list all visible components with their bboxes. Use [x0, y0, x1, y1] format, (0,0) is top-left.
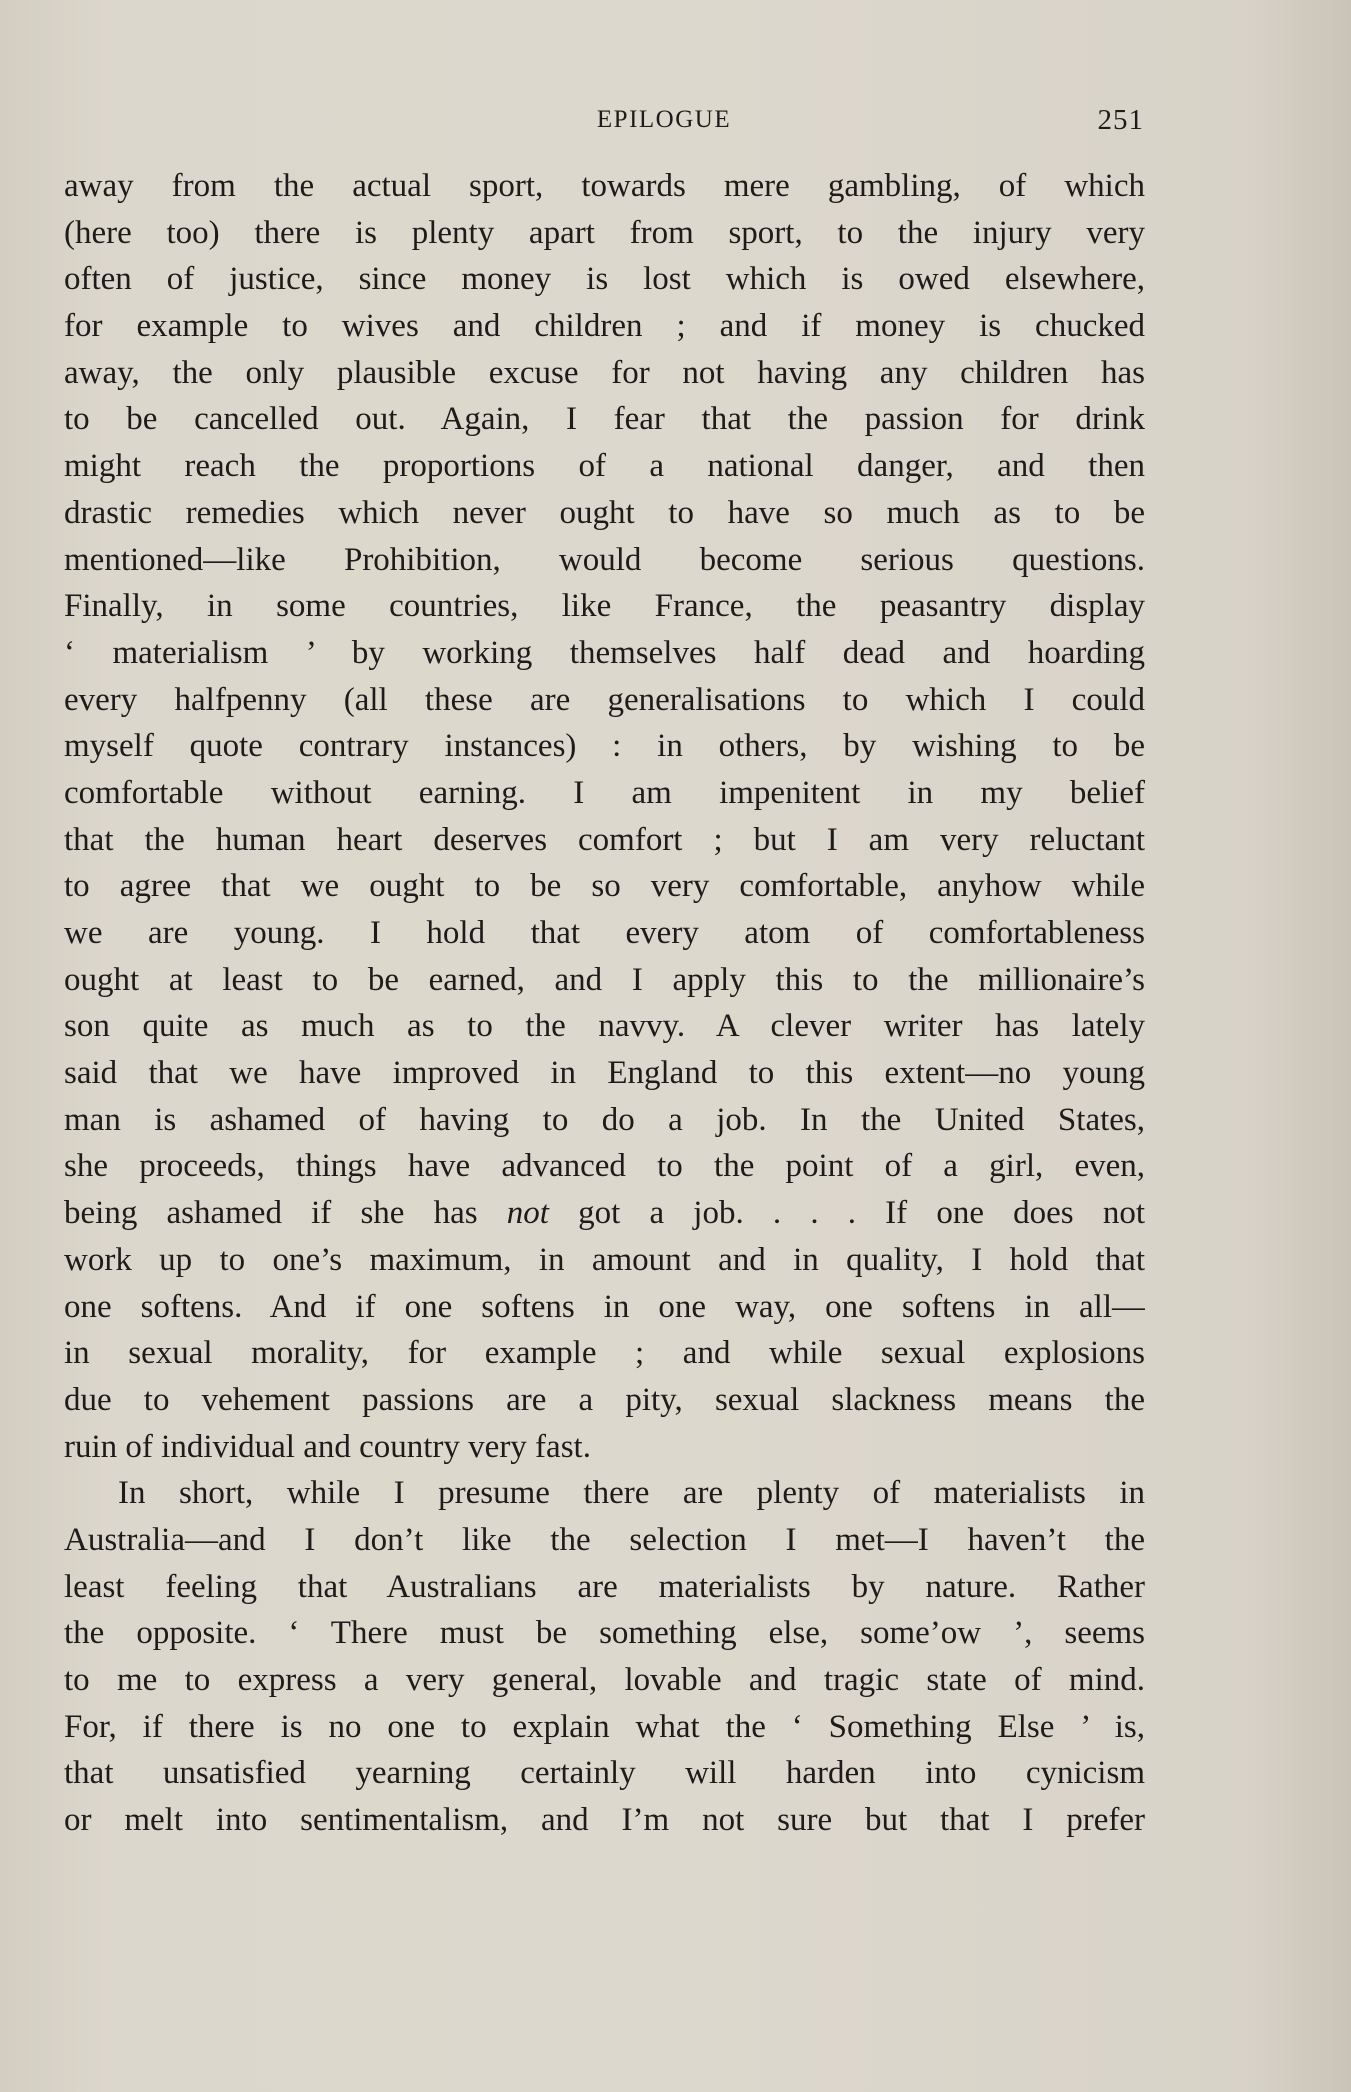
text-line: the opposite. ‘ There must be something else, some’ow ’, seems — [64, 1615, 1145, 1652]
text-line: (here too) there is plenty apart from sport, to the injury very — [64, 214, 1145, 251]
text-line: myself quote contrary instances) : in others, by wishing to be — [64, 728, 1145, 765]
text-line: every halfpenny (all these are generalisations to which I could — [64, 681, 1145, 718]
body-text — [64, 163, 1145, 1844]
text-line: ought at least to be earned, and I apply this to the millionaire’s — [64, 961, 1145, 998]
text-line: to be cancelled out. Again, I fear that the passion for drink — [64, 401, 1145, 438]
text-line: mentioned—like Prohibition, would become serious questions. — [64, 541, 1145, 578]
text-line: to agree that we ought to be so very comfortable, anyhow while — [64, 868, 1145, 905]
chapter-title: EPILOGUE — [596, 106, 732, 133]
text-line: comfortable without earning. I am impenitent in my belief — [64, 774, 1145, 811]
text-line: work up to one’s maximum, in amount and in quality, I hold that — [64, 1241, 1145, 1278]
text-line: we are young. I hold that every atom of comfortableness — [64, 915, 1145, 951]
italic-word: not — [506, 1195, 549, 1232]
text-line: she proceeds, things have advanced to the point of a girl, even, — [64, 1148, 1145, 1185]
text-line: for example to wives and children ; and if money is chucked — [64, 308, 1145, 345]
text-line: might reach the proportions of a national danger, and then — [64, 448, 1145, 485]
text-line: least feeling that Australians are materialists by nature. Rather — [64, 1568, 1145, 1605]
text-line: due to vehement passions are a pity, sexual slackness means the — [64, 1381, 1145, 1418]
text-line: one softens. And if one softens in one way, one softens in all— — [64, 1288, 1145, 1325]
text-line: Australia—and I don’t like the selection I met—I haven’t the — [64, 1521, 1145, 1558]
text-line: said that we have improved in England to this extent—no young — [64, 1055, 1145, 1092]
text-line: away, the only plausible excuse for not having any children has — [64, 354, 1145, 391]
text-line — [64, 1190, 1145, 1237]
text-line: that unsatisfied yearning certainly will harden into cynicism — [64, 1755, 1145, 1792]
text-line: away from the actual sport, towards mere gambling, of which — [64, 168, 1145, 204]
text-line: Finally, in some countries, like France, the peasantry display — [64, 588, 1145, 625]
text-line: drastic remedies which never ought to have so much as to be — [64, 494, 1145, 531]
text-line: that the human heart deserves comfort ; but I am very reluctant — [64, 821, 1145, 858]
text-line: ‘ materialism ’ by working themselves half dead and hoarding — [64, 634, 1145, 671]
page-number: 251 — [1097, 104, 1144, 136]
text-segment: got a job. . . . If one does not — [548, 1195, 1145, 1232]
text-line: or melt into sentimentalism, and I’m not sure but that I prefer — [64, 1802, 1145, 1839]
text-line: often of justice, since money is lost which is owed elsewhere, — [64, 261, 1145, 298]
text-line: ruin of individual and country very fast. — [64, 1428, 591, 1465]
text-line: For, if there is no one to explain what the ‘ Something Else ’ is, — [64, 1708, 1145, 1745]
text-line: son quite as much as to the navvy. A clever writer has lately — [64, 1008, 1145, 1045]
text-line: man is ashamed of having to do a job. In the United States, — [64, 1101, 1145, 1138]
text-segment: being ashamed if she has — [64, 1195, 507, 1232]
running-head — [64, 100, 1144, 140]
text-line: to me to express a very general, lovable and tragic state of mind. — [64, 1662, 1145, 1698]
text-line: In short, while I presume there are plenty of materialists in — [118, 1475, 1145, 1512]
text-line: in sexual morality, for example ; and while sexual explosions — [64, 1335, 1145, 1372]
